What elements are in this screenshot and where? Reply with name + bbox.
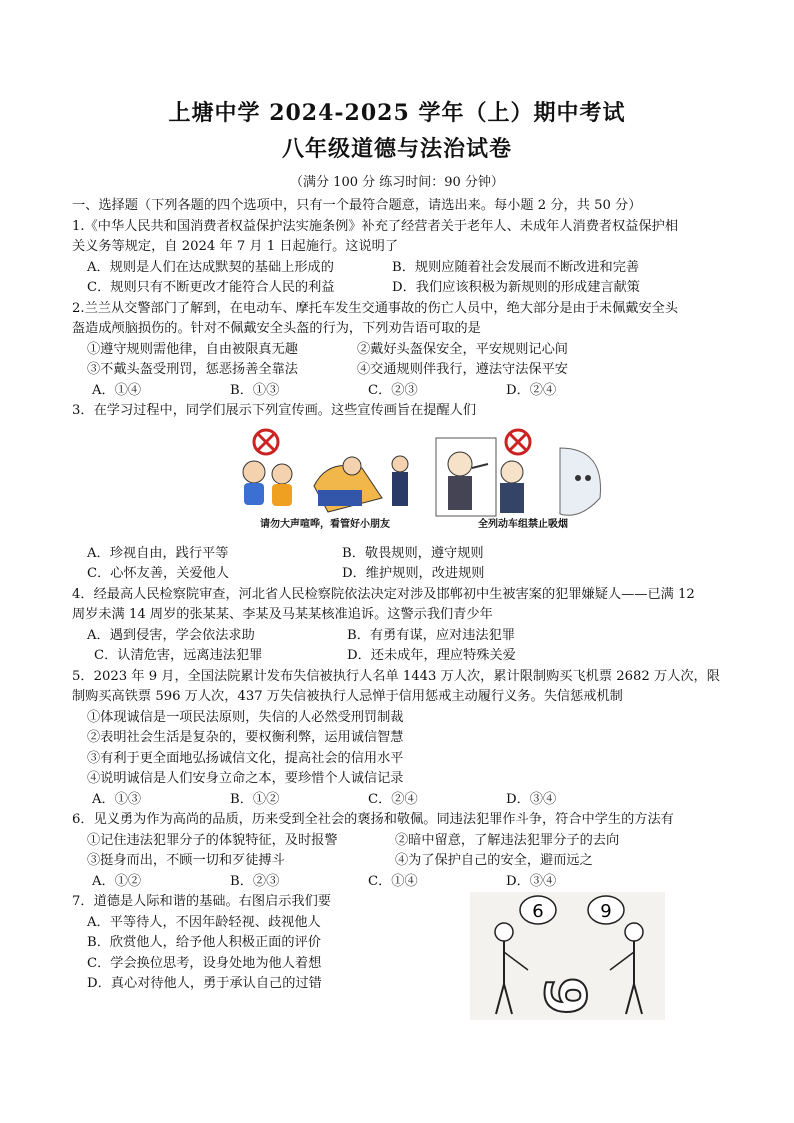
q2-statement-4: ④交通规则伴我行，遵法守法保平安 xyxy=(357,362,568,377)
q5-stem-line1: 5．2023 年 9 月，全国法院累计发布失信被执行人名单 1443 万人次，累计限制购买飞机票 2682 万人次，限 xyxy=(72,668,720,684)
exam-score-time: （满分 100 分 练习时间：90 分钟） xyxy=(290,175,504,190)
q4-option-c: C．认清危害，远离违法犯罪 xyxy=(94,648,263,663)
q7-option-b: B．欣赏他人，给予他人积极正面的评价 xyxy=(87,935,321,950)
poster-no-smoking-caption: 全列动车组禁止吸烟 xyxy=(478,519,568,530)
q4-stem-line2: 周岁未满 14 周岁的张某某、李某及马某某核准追诉。这警示我们青少年 xyxy=(72,607,493,622)
q5-option-c: C．②④ xyxy=(368,791,418,807)
q2-option-c: C．②③ xyxy=(368,382,418,398)
q3-option-a: A．珍视自由，践行平等 xyxy=(87,545,229,561)
q5-statement-2: ②表明社会生活是复杂的，要权衡利弊，运用诚信智慧 xyxy=(87,730,404,745)
q5-option-b: B．①② xyxy=(230,791,280,807)
q6-statement-2: ②暗中留意，了解违法犯罪分子的去向 xyxy=(395,832,620,848)
q6-statements-row2 xyxy=(72,851,732,872)
question-2 xyxy=(72,299,732,402)
q2-stem-line2: 盔造成颅脑损伤的。针对不佩戴安全头盔的行为，下列劝告语可取的是 xyxy=(72,321,481,336)
q6-statements-row1 xyxy=(72,831,732,852)
q5-statement-4: ④说明诚信是人们安身立命之本，要珍惜个人诚信记录 xyxy=(87,771,404,786)
exam-title: 上塘中学 2024-2025 学年（上）期中考试 xyxy=(168,100,626,126)
q6-option-c: C．①④ xyxy=(368,873,418,889)
q3-posters xyxy=(232,428,732,536)
q3-options-row1 xyxy=(72,544,732,565)
floor-digit: 6 xyxy=(535,976,600,1016)
q2-stem-line1: 2.兰兰从交警部门了解到，在电动车、摩托车发生交通事故的伤亡人员中，绝大部分是由于未佩戴安全头 xyxy=(72,300,679,316)
poster-no-smoking-illustration xyxy=(430,428,616,522)
q6-stem: 6．见义勇为作为高尚的品质，历来受到全社会的褒扬和敬佩。同违法犯罪作斗争，符合中学生的方法有 xyxy=(72,812,674,827)
q5-stem-line2: 制购买高铁票 596 万人次，437 万失信被执行人忌惮于信用惩戒主动履行义务。失信惩戒机制 xyxy=(72,689,623,704)
question-3 xyxy=(72,401,732,585)
q1-option-a: A．规则是人们在达成默契的基础上形成的 xyxy=(87,259,334,275)
q7-option-a: A．平等待人，不因年龄轻视、歧视他人 xyxy=(87,914,321,930)
q3-option-d: D．维护规则，改进规则 xyxy=(342,566,485,581)
q6-options xyxy=(72,872,732,893)
q1-option-c: C．规则只有不断更改才能符合人民的利益 xyxy=(87,280,335,295)
question-1 xyxy=(72,217,732,299)
q1-option-d: D．我们应该积极为新规则的形成建言献策 xyxy=(392,280,640,295)
q5-option-d: D．③④ xyxy=(506,791,557,807)
poster-quiet xyxy=(232,428,418,536)
q2-statement-2: ②戴好头盔保安全，平安规则记心间 xyxy=(357,341,568,357)
exam-body xyxy=(72,196,732,1016)
q4-options-row2 xyxy=(72,646,732,667)
q1-options-row1 xyxy=(72,258,732,279)
poster-quiet-caption: 请勿大声喧哗，看管好小朋友 xyxy=(260,519,390,530)
q3-option-b: B．敬畏规则，遵守规则 xyxy=(342,545,484,561)
q2-statements-row1 xyxy=(72,340,732,361)
q6-statement-3: ③挺身而出，不顾一切和歹徒搏斗 xyxy=(87,853,285,868)
poster-no-smoking xyxy=(430,428,616,536)
q1-stem-line1: 1.《中华人民共和国消费者权益保护法实施条例》补充了经营者关于老年人、未成年人消费者权益保护相 xyxy=(72,218,679,234)
q5-option-a: A．①③ xyxy=(92,791,142,807)
question-4 xyxy=(72,585,732,667)
q5-statement-3: ③有利于更全面地弘扬诚信文化，提高社会的信用水平 xyxy=(87,750,404,766)
q2-statements-row2 xyxy=(72,360,732,381)
q3-stem: 3．在学习过程中，同学们展示下列宣传画。这些宣传画旨在提醒人们 xyxy=(72,403,477,418)
question-5 xyxy=(72,667,732,811)
q4-stem-line1: 4．经最高人民检察院审查，河北省人民检察院依法决定对涉及邯郸初中生被害案的犯罪嫌疑人——已满 12 xyxy=(72,586,695,602)
q6-option-b: B．②③ xyxy=(230,873,280,889)
q1-stem-line2: 关义务等规定，自 2024 年 7 月 1 日起施行。这说明了 xyxy=(72,239,399,254)
question-7 xyxy=(72,892,732,1016)
q1-options-row2 xyxy=(72,278,732,299)
q6-option-a: A．①② xyxy=(92,873,142,889)
q7-stem: 7．道德是人际和谐的基础。右图启示我们要 xyxy=(72,894,331,909)
q7-option-c: C．学会换位思考，设身处地为他人着想 xyxy=(87,955,322,971)
q4-option-a: A．遇到侵害，学会依法求助 xyxy=(87,627,255,643)
q4-options-row1 xyxy=(72,626,732,647)
q1-option-b: B．规则应随着社会发展而不断改进和完善 xyxy=(392,259,640,275)
section-heading: 一、选择题（下列各题的四个选项中，只有一个最符合题意，请选出来。每小题 2 分，共 50 分） xyxy=(72,198,642,213)
q5-statement-1: ①体现诚信是一项民法原则，失信的人必然受刑罚制裁 xyxy=(87,709,404,725)
question-6 xyxy=(72,810,732,892)
q3-options-row2 xyxy=(72,564,732,585)
q3-option-c: C．心怀友善，关爱他人 xyxy=(87,566,229,581)
q2-statement-3: ③不戴头盔受刑罚，惩恶扬善全靠法 xyxy=(87,362,298,377)
q2-statement-1: ①遵守规则需他律，自由被限真无趣 xyxy=(87,341,298,357)
q6-statement-1: ①记住违法犯罪分子的体貌特征，及时报警 xyxy=(87,832,338,848)
poster-quiet-illustration xyxy=(232,428,418,522)
q6-option-d: D．③④ xyxy=(506,873,557,889)
q2-option-d: D．②④ xyxy=(506,382,557,398)
bubble-right-digit: 9 xyxy=(600,901,612,922)
exam-subject-title: 八年级道德与法治试卷 xyxy=(281,136,512,162)
q7-perspective-cartoon xyxy=(470,892,665,1020)
q2-option-b: B．①③ xyxy=(230,382,280,398)
q5-options xyxy=(72,790,732,811)
q4-option-d: D．还未成年，理应特殊关爱 xyxy=(347,648,516,663)
q6-statement-4: ④为了保护自己的安全，避而远之 xyxy=(395,853,593,868)
q2-option-a: A．①④ xyxy=(92,382,142,398)
q4-option-b: B．有勇有谋，应对违法犯罪 xyxy=(347,627,515,643)
q2-options xyxy=(72,381,732,402)
q7-option-d: D．真心对待他人，勇于承认自己的过错 xyxy=(87,976,322,991)
bubble-left-digit: 6 xyxy=(532,901,544,922)
